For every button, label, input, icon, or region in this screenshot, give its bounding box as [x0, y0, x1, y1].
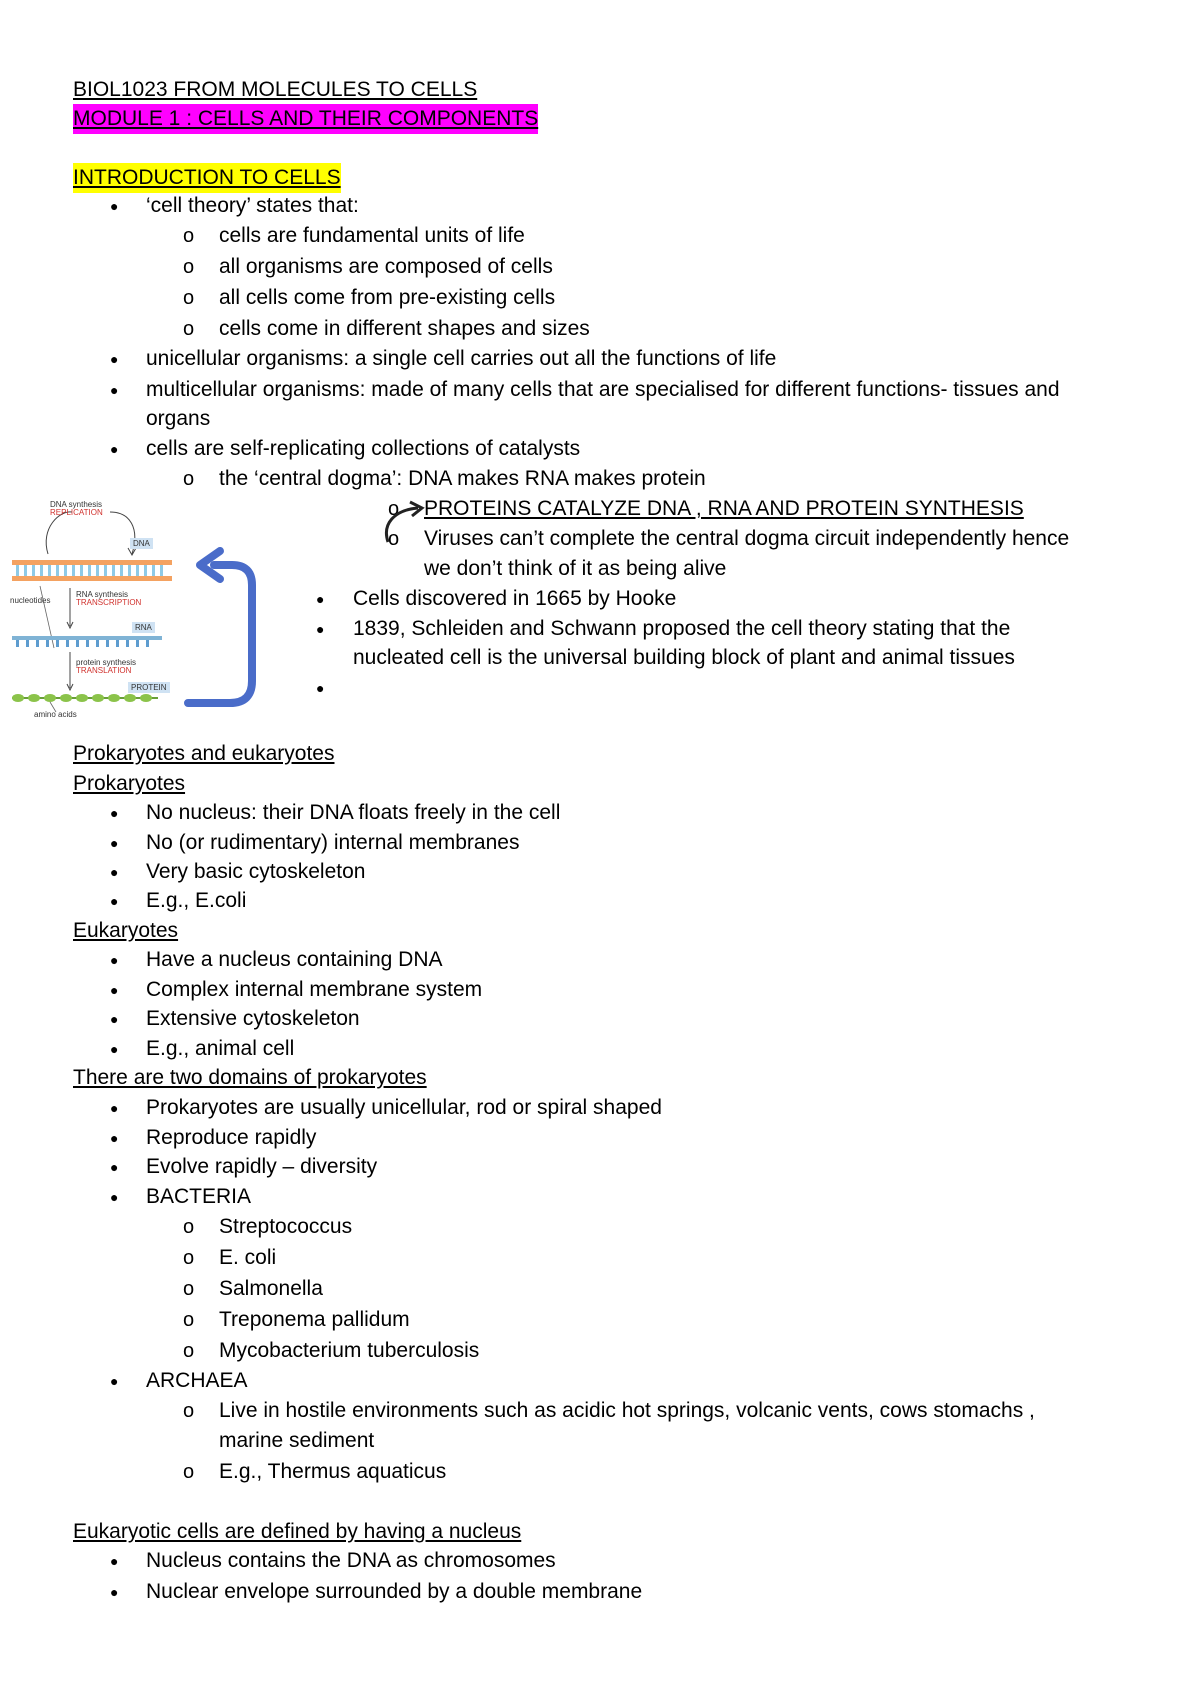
list-item: No nucleus: their DNA floats freely in the cell: [146, 801, 561, 824]
circle-bullet-icon: o: [388, 498, 400, 520]
bullet-icon: ●: [110, 198, 119, 214]
list-item: E.g., E.coli: [146, 889, 247, 912]
figure-label: RNA synthesis: [76, 590, 129, 599]
nucleus-heading: Eukaryotic cells are defined by having a nucleus: [73, 1520, 522, 1543]
list-item: Very basic cytoskeleton: [146, 860, 366, 883]
archaea-example: E.g., Thermus aquaticus: [219, 1460, 447, 1483]
bullet-icon: ●: [110, 382, 119, 398]
central-dogma-line: the ‘central dogma’: DNA makes RNA makes protein: [219, 467, 706, 490]
euk-heading: Eukaryotes: [73, 919, 179, 942]
circle-bullet-icon: o: [183, 1461, 195, 1483]
archaea-line-1: Live in hostile environments such as acidic hot springs, volcanic vents, cows stomachs ,: [219, 1399, 1035, 1422]
list-item: Prokaryotes are usually unicellular, rod or spiral shaped: [146, 1096, 662, 1119]
bullet-icon: ●: [316, 680, 325, 696]
list-item: E.g., animal cell: [146, 1037, 295, 1060]
feedback-arrow-icon: [180, 545, 270, 715]
circle-bullet-icon: o: [183, 1340, 195, 1362]
circle-bullet-icon: o: [183, 468, 195, 490]
list-item: Treponema pallidum: [219, 1308, 410, 1331]
circle-bullet-icon: o: [183, 225, 195, 247]
bullet-icon: ●: [110, 1100, 119, 1116]
schleiden-line-2: nucleated cell is the universal building block of plant and animal tissues: [353, 646, 1015, 669]
figure-label: nucleotides: [10, 596, 51, 605]
bullet-icon: ●: [110, 1041, 119, 1057]
hooke-line: Cells discovered in 1665 by Hooke: [353, 587, 677, 610]
bacteria-label: BACTERIA: [146, 1185, 252, 1208]
list-item: Salmonella: [219, 1277, 323, 1300]
figure-label: amino acids: [34, 710, 77, 719]
bullet-icon: ●: [110, 1130, 119, 1146]
list-item: Nuclear envelope surrounded by a double membrane: [146, 1580, 643, 1603]
archaea-line-2: marine sediment: [219, 1429, 375, 1452]
figure-label: TRANSCRIPTION: [76, 598, 142, 607]
list-item: cells come in different shapes and sizes: [219, 317, 590, 340]
bullet-icon: ●: [110, 1553, 119, 1569]
list-item: all organisms are composed of cells: [219, 255, 553, 278]
viruses-line-2: we don’t think of it as being alive: [424, 557, 727, 580]
list-item: cells are fundamental units of life: [219, 224, 525, 247]
bullet-icon: ●: [110, 1159, 119, 1175]
circle-bullet-icon: o: [183, 1400, 195, 1422]
prok-euk-heading: Prokaryotes and eukaryotes: [73, 742, 335, 765]
central-dogma-figure: [10, 498, 180, 718]
bullet-icon: ●: [110, 1189, 119, 1205]
circle-bullet-icon: o: [183, 318, 195, 340]
circle-bullet-icon: o: [183, 1278, 195, 1300]
proteins-catalyze-line: PROTEINS CATALYZE DNA , RNA AND PROTEIN SYNTHESIS: [424, 497, 1024, 520]
bullet-icon: ●: [110, 1584, 119, 1600]
list-item: E. coli: [219, 1246, 277, 1269]
bullet-icon: ●: [110, 1373, 119, 1389]
list-item: Complex internal membrane system: [146, 978, 483, 1001]
figure-label: REPLICATION: [50, 508, 103, 517]
bullet-icon: ●: [110, 952, 119, 968]
schleiden-line-1: 1839, Schleiden and Schwann proposed the cell theory stating that the: [353, 617, 1011, 640]
figure-label: protein synthesis: [76, 658, 137, 667]
list-item: Mycobacterium tuberculosis: [219, 1339, 480, 1362]
figure-label: DNA: [130, 538, 153, 549]
archaea-label: ARCHAEA: [146, 1369, 248, 1392]
bullet-icon: ●: [110, 351, 119, 367]
circle-bullet-icon: o: [183, 1247, 195, 1269]
bullet-icon: ●: [110, 982, 119, 998]
viruses-line-1: Viruses can’t complete the central dogma circuit independently hence: [424, 527, 1070, 550]
course-title: BIOL1023 FROM MOLECULES TO CELLS: [73, 78, 478, 101]
bullet-icon: ●: [110, 893, 119, 909]
bullet-icon: ●: [316, 621, 325, 637]
list-item: Evolve rapidly – diversity: [146, 1155, 378, 1178]
self-replicating-line: cells are self-replicating collections of catalysts: [146, 437, 581, 460]
list-item: Streptococcus: [219, 1215, 353, 1238]
circle-bullet-icon: o: [388, 528, 400, 550]
list-item: Extensive cytoskeleton: [146, 1007, 360, 1030]
intro-heading: INTRODUCTION TO CELLS: [73, 163, 341, 193]
module-title: MODULE 1 : CELLS AND THEIR COMPONENTS: [73, 104, 538, 134]
prok-heading: Prokaryotes: [73, 772, 186, 795]
circle-bullet-icon: o: [183, 1216, 195, 1238]
figure-label: TRANSLATION: [76, 666, 132, 675]
multicellular-line-2: organs: [146, 407, 211, 430]
circle-bullet-icon: o: [183, 287, 195, 309]
list-item: No (or rudimentary) internal membranes: [146, 831, 520, 854]
multicellular-line-1: multicellular organisms: made of many cells that are specialised for different functions- tissues and: [146, 378, 1060, 401]
list-item: Reproduce rapidly: [146, 1126, 317, 1149]
bullet-icon: ●: [110, 864, 119, 880]
unicellular-line: unicellular organisms: a single cell carries out all the functions of life: [146, 347, 777, 370]
domains-heading: There are two domains of prokaryotes: [73, 1066, 427, 1089]
list-item: Nucleus contains the DNA as chromosomes: [146, 1549, 556, 1572]
bullet-icon: ●: [110, 1011, 119, 1027]
figure-label: RNA: [132, 622, 155, 633]
list-item: Have a nucleus containing DNA: [146, 948, 443, 971]
curved-arrow-icon: [380, 498, 430, 548]
list-item: all cells come from pre-existing cells: [219, 286, 556, 309]
bullet-icon: ●: [110, 835, 119, 851]
figure-label: DNA synthesis: [50, 500, 103, 509]
bullet-icon: ●: [110, 805, 119, 821]
bullet-icon: ●: [110, 441, 119, 457]
cell-theory-line: ‘cell theory’ states that:: [146, 194, 359, 217]
circle-bullet-icon: o: [183, 256, 195, 278]
bullet-icon: ●: [316, 591, 325, 607]
figure-label: PROTEIN: [128, 682, 170, 693]
circle-bullet-icon: o: [183, 1309, 195, 1331]
